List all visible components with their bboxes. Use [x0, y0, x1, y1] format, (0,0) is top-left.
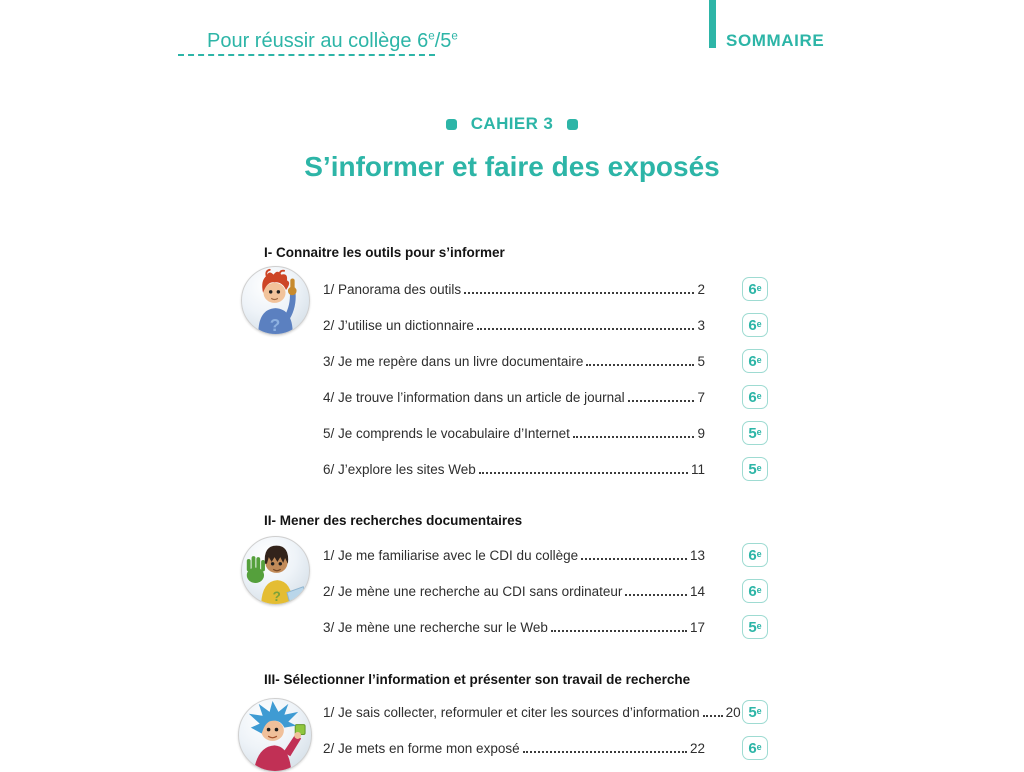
toc-row [323, 730, 762, 766]
grade-number: 6 [748, 352, 757, 370]
toc-page-number: 5 [697, 353, 705, 369]
booklet-title [207, 30, 458, 52]
toc-page-number: 14 [689, 583, 705, 599]
toc-item-label: 5/ Je comprends le vocabulaire d’Internet [323, 425, 570, 441]
grade-badge: 6 $^e$ [742, 313, 768, 337]
toc-section-3 [264, 671, 762, 766]
sommaire-heading: SOMMAIRE [726, 31, 825, 50]
cahier-label-line [0, 114, 1024, 134]
toc-section-2 [264, 512, 762, 645]
dotted-leader [523, 751, 687, 753]
cahier-label: CAHIER 3 [470, 114, 554, 133]
toc-rows [264, 694, 762, 766]
grade-number: 6 [748, 280, 757, 298]
grade-number: 6 [748, 316, 757, 334]
toc-row [323, 271, 762, 307]
grade-number: 6 [748, 546, 757, 564]
grade-number: 6 [748, 739, 757, 757]
dotted-leader [464, 292, 694, 294]
toc-item-label: 6/ J’explore les sites Web [323, 461, 476, 477]
grade-number: 6 [748, 582, 757, 600]
svg-text:?: ? [272, 589, 281, 604]
toc-item-label: 2/ Je mets en forme mon exposé [323, 740, 520, 756]
grade-number: 5 [748, 703, 757, 721]
toc-page-number: 22 [689, 740, 705, 756]
grade-badge: 6 $^e$ [742, 349, 768, 373]
toc-page-number: 13 [689, 547, 705, 563]
dotted-leader [477, 328, 695, 330]
toc-item-label: 2/ J’utilise un dictionnaire [323, 317, 474, 333]
toc-row [323, 451, 762, 487]
dotted-leader [581, 558, 687, 560]
section-heading: II- Mener des recherches documentaires [264, 513, 523, 528]
toc-page-number: 11 [690, 461, 705, 477]
square-bullet-icon [567, 119, 578, 130]
toc-page-number: 20 [725, 704, 741, 720]
grade-number: 5 [748, 424, 757, 442]
avatar-red-haired-boy-pointing-icon [241, 266, 310, 335]
toc-page-number: 9 [697, 425, 705, 441]
svg-text:?: ? [269, 315, 281, 334]
toc-row [323, 307, 762, 343]
toc-page-number: 2 [697, 281, 705, 297]
dashed-underline [178, 54, 435, 56]
toc-row [323, 537, 762, 573]
toc-row [323, 343, 762, 379]
cahier-title-block [0, 114, 1024, 182]
toc-item-label: 3/ Je me repère dans un livre documentaire [323, 353, 584, 369]
grade-badge: 5 $^e$ [742, 421, 768, 445]
sommaire-accent-bar [709, 0, 716, 48]
grade-badge: 6 $^e$ [742, 277, 768, 301]
booklet-title-sup: e [451, 29, 458, 43]
toc-row [323, 573, 762, 609]
grade-badge: 6 $^e$ [742, 579, 768, 603]
grade-badge: 5 $^e$ [742, 700, 768, 724]
dotted-leader [551, 630, 687, 632]
toc-rows [264, 537, 762, 645]
dotted-leader [479, 472, 688, 474]
grade-badge: 6 $^e$ [742, 385, 768, 409]
booklet-title-text: /5 [434, 30, 452, 52]
dotted-leader [625, 594, 687, 596]
avatar-blue-haired-kid-green-card-icon [238, 698, 312, 772]
toc-item-label: 4/ Je trouve l’information dans un article de journal [323, 389, 625, 405]
dotted-leader [573, 436, 695, 438]
grade-badge: 5 $^e$ [742, 615, 768, 639]
section-heading: III- Sélectionner l’information et présenter son travail de recherche [264, 672, 691, 687]
dotted-leader [628, 400, 695, 402]
dotted-leader [586, 364, 694, 366]
square-bullet-icon [446, 119, 457, 130]
grade-number: 6 [748, 388, 757, 406]
toc-page-number: 7 [697, 389, 705, 405]
toc-row [323, 415, 762, 451]
toc-item-label: 1/ Je sais collecter, reformuler et citer les sources d’information [323, 704, 700, 720]
toc-page-number: 17 [689, 619, 705, 635]
page-title: S’informer et faire des exposés [304, 151, 720, 182]
grade-badge: 6 $^e$ [742, 736, 768, 760]
avatar-kid-waving-green-glove-icon [241, 536, 310, 605]
toc-item-label: 2/ Je mène une recherche au CDI sans ordinateur [323, 583, 623, 599]
toc-item-label: 1/ Panorama des outils [323, 281, 462, 297]
toc-item-label: 1/ Je me familiarise avec le CDI du collège [323, 547, 579, 563]
grade-badge: 6 $^e$ [742, 543, 768, 567]
toc-item-label: 3/ Je mène une recherche sur le Web [323, 619, 548, 635]
toc-row [323, 694, 762, 730]
toc-section-1 [264, 244, 762, 487]
booklet-title-text: Pour réussir au collège 6 [207, 30, 429, 52]
section-heading: I- Connaitre les outils pour s’informer [264, 245, 505, 260]
toc-page-number: 3 [697, 317, 705, 333]
grade-number: 5 [748, 460, 757, 478]
dotted-leader [703, 715, 723, 717]
grade-badge: 5 $^e$ [742, 457, 768, 481]
booklet-title-sup: e [428, 29, 435, 43]
toc-row [323, 379, 762, 415]
toc-rows [264, 271, 762, 487]
grade-number: 5 [748, 618, 757, 636]
toc-row [323, 609, 762, 645]
